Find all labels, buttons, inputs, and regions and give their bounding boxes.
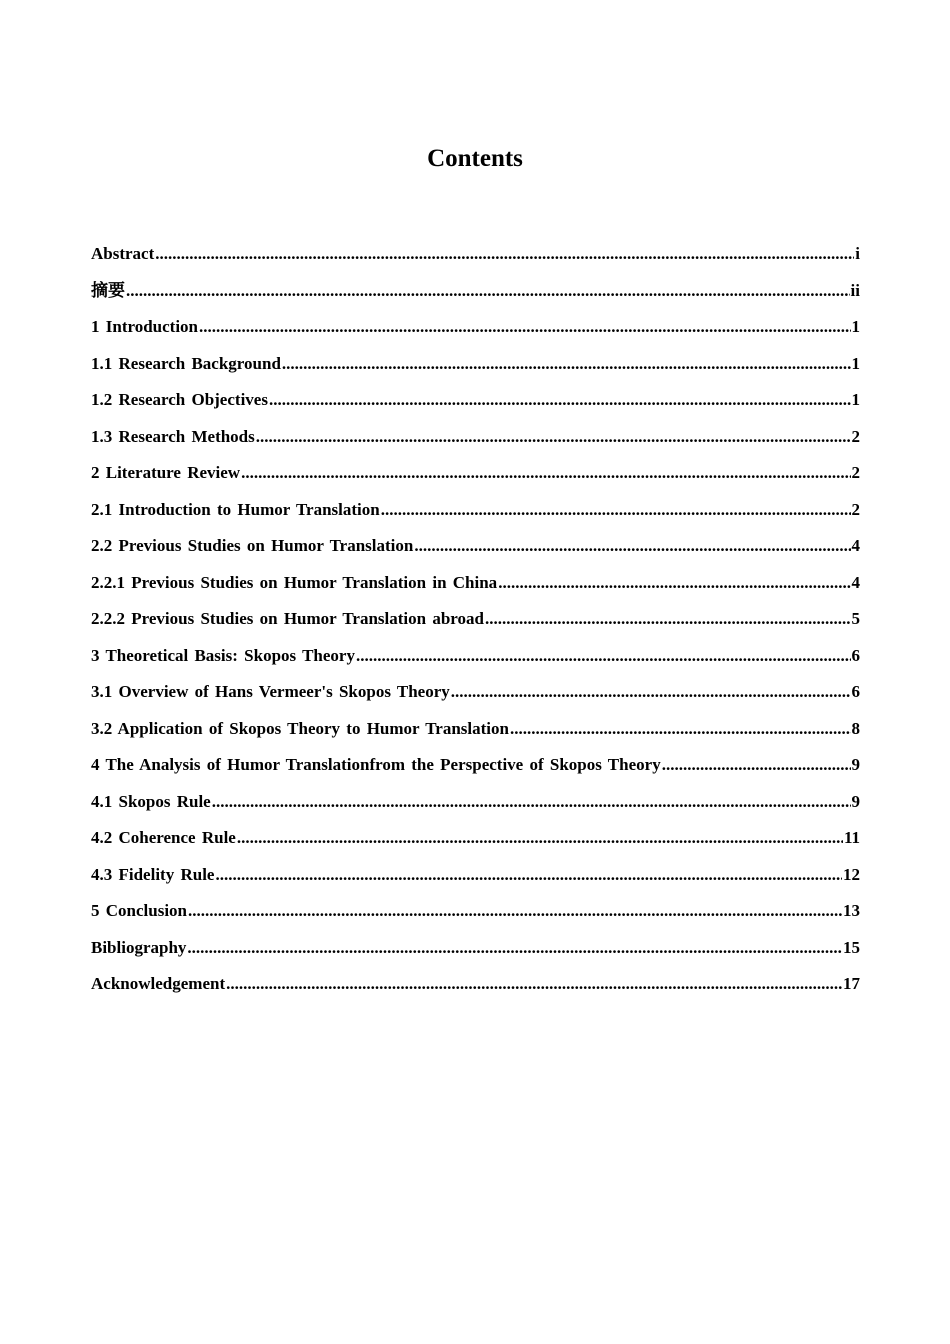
toc-entry-research-background[interactable] xyxy=(91,350,860,387)
toc-entry-research-objectives[interactable] xyxy=(91,386,860,423)
dot-leader xyxy=(241,459,850,487)
dot-leader xyxy=(510,715,851,743)
toc-entry-coherence-rule[interactable] xyxy=(91,824,860,861)
toc-entry-skopos-rule[interactable] xyxy=(91,788,860,825)
toc-entry-overview-skopos[interactable] xyxy=(91,678,860,715)
dot-leader xyxy=(451,678,851,706)
dot-leader xyxy=(155,240,854,268)
toc-entry-label: 2.1 Introduction to Humor Translation xyxy=(91,499,380,519)
toc-page-number: 5 xyxy=(851,609,860,628)
toc-entry-introduction-humor-translation[interactable] xyxy=(91,496,860,533)
toc-entry-previous-studies-china[interactable] xyxy=(91,569,860,606)
toc-entry-label: 1.1 Research Background xyxy=(91,353,281,373)
toc-page-number: 9 xyxy=(851,791,860,811)
toc-page-number: 6 xyxy=(851,682,860,701)
toc-entry-chinese-abstract[interactable] xyxy=(91,277,860,314)
toc-entry-label: 3.1 Overview of Hans Vermeer's Skopos Theory xyxy=(91,682,450,701)
dot-leader xyxy=(188,897,842,925)
toc-page-number: 6 xyxy=(851,645,860,665)
dot-leader xyxy=(187,934,842,962)
toc-entry-bibliography[interactable] xyxy=(91,934,860,971)
toc-entry-label: 摘要 xyxy=(91,280,125,300)
toc-entry-label: 1.2 Research Objectives xyxy=(91,390,268,409)
dot-leader xyxy=(282,350,851,378)
toc-entry-conclusion[interactable] xyxy=(91,897,860,934)
toc-page-number: 2 xyxy=(851,426,860,446)
toc-entry-label: 2.2.1 Previous Studies on Humor Translation in China xyxy=(91,572,498,592)
dot-leader xyxy=(269,386,851,414)
toc-entry-label: 4.3 Fidelity Rule xyxy=(91,864,215,884)
toc-page-number: 13 xyxy=(843,901,860,920)
dot-leader xyxy=(226,970,842,998)
toc-page-number: 8 xyxy=(851,718,860,738)
toc-page-number: 15 xyxy=(843,937,860,957)
toc-page-number: 12 xyxy=(843,864,860,884)
toc-entry-label: 2.2 Previous Studies on Humor Translation xyxy=(91,536,414,555)
toc-entry-label: Abstract xyxy=(91,244,155,263)
toc-page-number: 11 xyxy=(843,828,860,847)
toc-entry-analysis[interactable] xyxy=(91,751,860,788)
page-title: Contents xyxy=(427,144,523,172)
dot-leader xyxy=(485,605,851,633)
dot-leader xyxy=(212,788,851,816)
dot-leader xyxy=(381,496,851,524)
toc-page-number: 1 xyxy=(851,390,860,409)
toc-page-number: 9 xyxy=(851,755,860,774)
toc-entry-label: 2 Literature Review xyxy=(91,463,241,482)
dot-leader xyxy=(215,861,842,889)
dot-leader xyxy=(237,824,843,852)
dot-leader xyxy=(126,277,850,305)
toc-entry-label: 3 Theoretical Basis: Skopos Theory xyxy=(91,645,355,665)
toc-entry-label: 2.2.2 Previous Studies on Humor Translation abroad xyxy=(91,609,484,628)
toc-entry-previous-studies[interactable] xyxy=(91,532,860,569)
dot-leader xyxy=(414,532,850,560)
toc-entry-label: 3.2 Application of Skopos Theory to Humor Translation xyxy=(91,718,509,738)
toc-page-number: 1 xyxy=(851,317,860,336)
toc-page-number: ii xyxy=(850,280,860,300)
toc-page-number: 4 xyxy=(851,572,860,592)
toc-entry-introduction[interactable] xyxy=(91,313,860,350)
toc-entry-label: 1 Introduction xyxy=(91,317,199,336)
toc-entry-fidelity-rule[interactable] xyxy=(91,861,860,898)
toc-entry-research-methods[interactable] xyxy=(91,423,860,460)
toc-entry-previous-studies-abroad[interactable] xyxy=(91,605,860,642)
toc-entry-label: 5 Conclusion xyxy=(91,901,187,920)
toc-page-number: 2 xyxy=(851,463,860,482)
toc-page-number: 17 xyxy=(843,974,860,993)
toc-entry-application-skopos[interactable] xyxy=(91,715,860,752)
dot-leader xyxy=(498,569,850,597)
toc-entry-label: Bibliography xyxy=(91,937,187,957)
toc-page-number: 1 xyxy=(851,353,860,373)
dot-leader xyxy=(256,423,851,451)
toc-page-number: i xyxy=(855,244,860,263)
toc-entry-label: 1.3 Research Methods xyxy=(91,426,255,446)
table-of-contents xyxy=(91,240,860,1007)
toc-entry-acknowledgement[interactable] xyxy=(91,970,860,1007)
toc-entry-label: 4.1 Skopos Rule xyxy=(91,791,211,811)
dot-leader xyxy=(199,313,850,341)
toc-entry-theoretical-basis[interactable] xyxy=(91,642,860,679)
toc-entry-label: 4.2 Coherence Rule xyxy=(91,828,236,847)
dot-leader xyxy=(662,751,851,779)
toc-entry-label: 4 The Analysis of Humor Translationfrom the Perspective of Skopos Theory xyxy=(91,755,661,774)
toc-page-number: 2 xyxy=(851,499,860,519)
toc-page-number: 4 xyxy=(851,536,860,555)
dot-leader xyxy=(356,642,851,670)
toc-entry-literature-review[interactable] xyxy=(91,459,860,496)
toc-entry-abstract[interactable] xyxy=(91,240,860,277)
toc-entry-label: Acknowledgement xyxy=(91,974,226,993)
